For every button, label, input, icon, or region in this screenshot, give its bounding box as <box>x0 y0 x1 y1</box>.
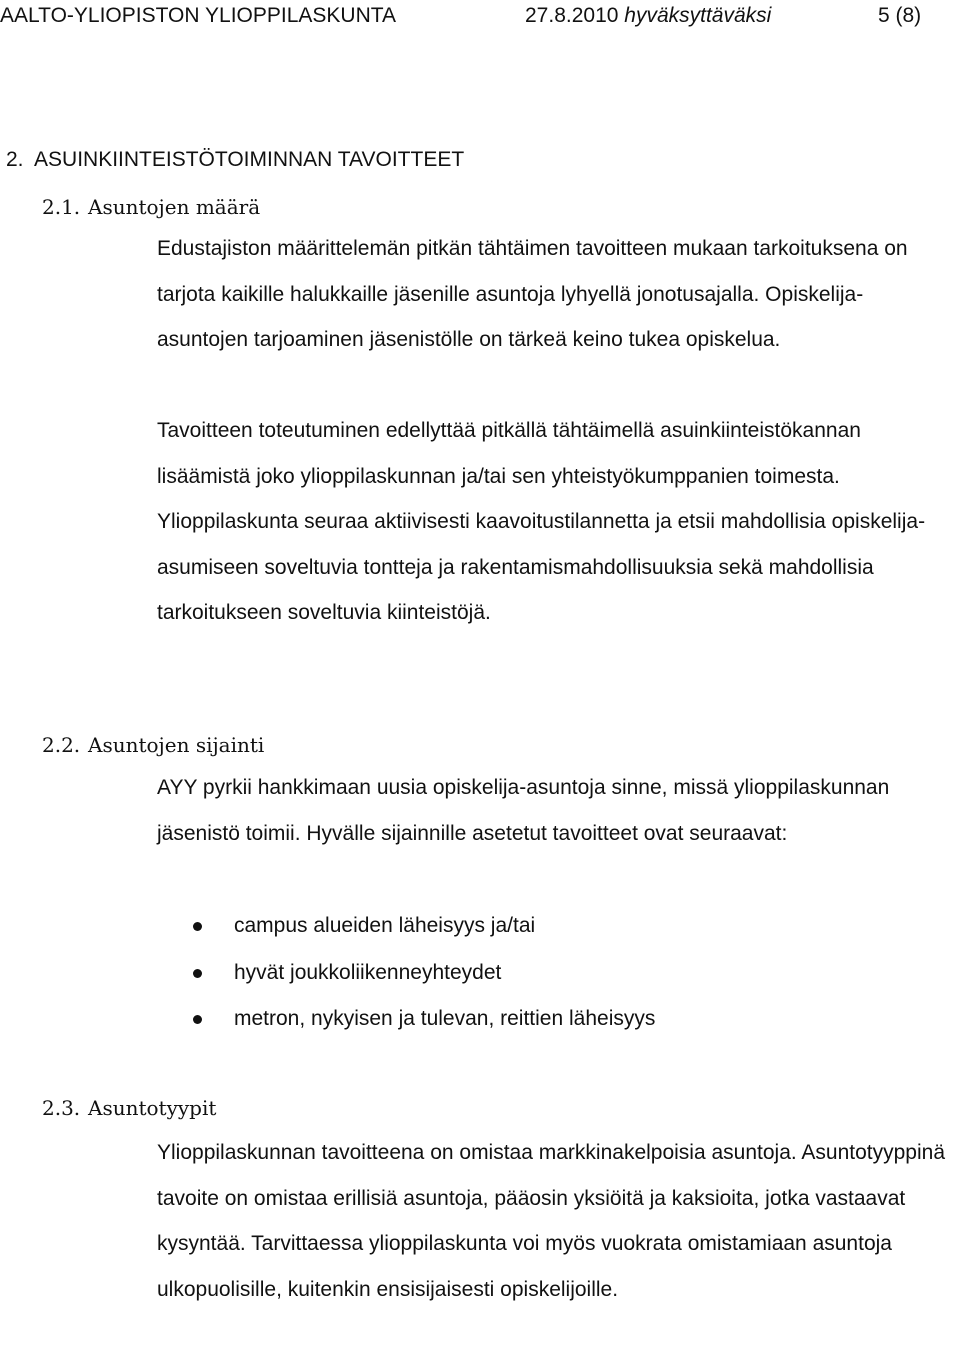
section-number: 2. <box>6 148 24 171</box>
list-item <box>157 903 937 950</box>
header-page-number: 5 (8) <box>878 4 922 27</box>
subsection-heading-2-1 <box>42 193 260 221</box>
page-header <box>0 2 960 30</box>
paragraph-2-1-b: Tavoitteen toteutuminen edellyttää pitkällä tähtäimellä asuinkiinteistökannan lisäämistä joko ylioppilaskunnan ja/tai sen yhteistyökumppanien toimesta. Ylioppilaskunta seuraa aktiivisesti kaavoitustilannetta ja etsii mahdollisia opiskelija-asumiseen soveltuvia tontteja ja rakentamismahdollisuuksia sekä mahdollisia tarkoitukseen soveltuvia kiinteistöjä. <box>157 419 926 624</box>
bullet-icon <box>193 922 202 931</box>
header-organization: AALTO-YLIOPISTON YLIOPPILASKUNTA <box>0 4 397 27</box>
subsection-number: 2.2. <box>42 733 81 757</box>
header-date-status <box>525 2 771 30</box>
location-goals-list <box>157 903 937 1043</box>
subsection-heading-2-2 <box>42 731 264 759</box>
list-item-text: campus alueiden läheisyys ja/tai <box>234 914 536 937</box>
list-item <box>157 950 937 997</box>
paragraph-2-2: AYY pyrkii hankkimaan uusia opiskelija-asuntoja sinne, missä ylioppilaskunnan jäsenistö toimii. Hyvälle sijainnille asetetut tavoitteet ovat seuraavat: <box>157 776 890 845</box>
paragraph-2-3: Ylioppilaskunnan tavoitteena on omistaa markkinakelpoisia asuntoja. Asuntotyyppinä tavoite on omistaa erillisiä asuntoja, pääosin yksiöitä ja kaksioita, jotka vastaavat kysyntää. Tarvittaessa ylioppilaskunta voi myös vuokrata omistamiaan asuntoja ulkopuolisille, kuitenkin ensisijaisesti opiskelijoille. <box>157 1141 945 1301</box>
list-item <box>157 996 937 1043</box>
subsection-title: Asuntojen määrä <box>88 195 261 219</box>
section-heading <box>6 146 464 174</box>
header-status: hyväksyttäväksi <box>624 4 772 27</box>
subsection-number: 2.1. <box>42 195 81 219</box>
subsection-title: Asuntojen sijainti <box>88 733 265 757</box>
subsection-number: 2.3. <box>42 1096 81 1120</box>
paragraph-2-1-a: Edustajiston määrittelemän pitkän tähtäimen tavoitteen mukaan tarkoituksena on tarjota kaikille halukkaille jäsenille asuntoja lyhyellä jonotusajalla. Opiskelija-asuntojen tarjoaminen jäsenistölle on tärkeä keino tukea opiskelua. <box>157 237 908 351</box>
subsection-title: Asuntotyypit <box>88 1096 217 1120</box>
bullet-icon <box>193 1015 202 1024</box>
section-title: ASUINKIINTEISTÖTOIMINNAN TAVOITTEET <box>34 148 465 171</box>
header-date: 27.8.2010 <box>525 4 619 27</box>
list-item-text: hyvät joukkoliikenneyhteydet <box>234 960 502 984</box>
list-item-text: metron, nykyisen ja tulevan, reittien läheisyys <box>234 1007 656 1030</box>
bullet-icon <box>193 969 202 978</box>
subsection-heading-2-3 <box>42 1094 216 1122</box>
